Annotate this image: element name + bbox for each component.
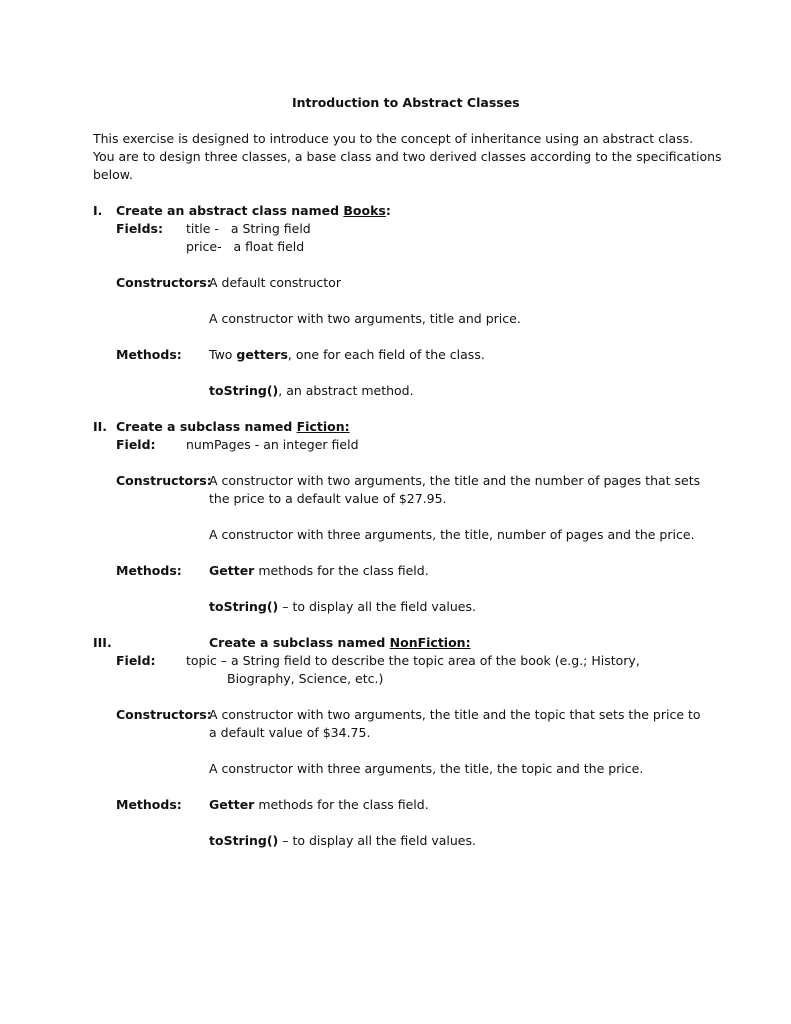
section3-constructors-label: Constructors: bbox=[116, 707, 212, 722]
section1-heading-prefix: Create an abstract class named bbox=[116, 203, 344, 218]
section3-method2-bold: toString() bbox=[209, 833, 279, 848]
section2-constructor-1-line-1: A constructor with two arguments, the title and the number of pages that sets bbox=[209, 473, 701, 488]
section2-class-name: Fiction: bbox=[296, 419, 350, 434]
section1-heading bbox=[116, 202, 391, 220]
section3-method2-suffix: – to display all the field values. bbox=[278, 833, 476, 848]
section2-heading bbox=[116, 418, 350, 436]
section3-constructor-1-line-2: a default value of $34.75. bbox=[209, 725, 371, 740]
section1-constructor-1: A default constructor bbox=[209, 275, 341, 290]
section2-field-numpages: numPages - an integer field bbox=[186, 437, 359, 452]
section2-method-2 bbox=[209, 598, 476, 616]
section3-constructor-2: A constructor with three arguments, the title, the topic and the price. bbox=[209, 761, 644, 776]
section3-numeral: III. bbox=[93, 635, 112, 650]
section2-field-label: Field: bbox=[116, 437, 156, 452]
section1-method2-bold: toString() bbox=[209, 383, 279, 398]
section2-method1-bold: Getter bbox=[209, 563, 255, 578]
section1-constructors-label: Constructors: bbox=[116, 275, 212, 290]
section3-field-label: Field: bbox=[116, 653, 156, 668]
section2-constructor-2: A constructor with three arguments, the title, number of pages and the price. bbox=[209, 527, 695, 542]
section3-method-1 bbox=[209, 796, 429, 814]
section1-field-title: title - a String field bbox=[186, 221, 311, 236]
section3-field-topic-line-2: Biography, Science, etc.) bbox=[227, 671, 384, 686]
section3-field-topic-line-1: topic – a String field to describe the topic area of the book (e.g.; History, bbox=[186, 653, 640, 668]
section1-field-price: price- a float field bbox=[186, 239, 305, 254]
section1-method1-suffix: , one for each field of the class. bbox=[287, 347, 485, 362]
section2-methods-label: Methods: bbox=[116, 563, 182, 578]
section1-methods-label: Methods: bbox=[116, 347, 182, 362]
intro-line-2: You are to design three classes, a base class and two derived classes according to the specifications bbox=[93, 149, 722, 164]
section1-method-1 bbox=[209, 346, 485, 364]
section2-method2-bold: toString() bbox=[209, 599, 279, 614]
section3-class-name: NonFiction: bbox=[389, 635, 471, 650]
section1-method1-bold: getters bbox=[236, 347, 288, 362]
section3-method1-suffix: methods for the class field. bbox=[254, 797, 429, 812]
section2-heading-prefix: Create a subclass named bbox=[116, 419, 297, 434]
section3-heading bbox=[209, 634, 471, 652]
intro-line-3: below. bbox=[93, 167, 133, 182]
section2-method-1 bbox=[209, 562, 429, 580]
section3-heading-prefix: Create a subclass named bbox=[209, 635, 390, 650]
section2-constructors-label: Constructors: bbox=[116, 473, 212, 488]
section3-method-2 bbox=[209, 832, 476, 850]
section1-class-name: Books bbox=[343, 203, 386, 218]
section3-method1-bold: Getter bbox=[209, 797, 255, 812]
section1-heading-suffix: : bbox=[385, 203, 391, 218]
section2-method1-suffix: methods for the class field. bbox=[254, 563, 429, 578]
section1-method-2 bbox=[209, 382, 414, 400]
section1-method2-suffix: , an abstract method. bbox=[278, 383, 414, 398]
page-title: Introduction to Abstract Classes bbox=[292, 95, 520, 110]
section1-method1-prefix: Two bbox=[209, 347, 237, 362]
section3-methods-label: Methods: bbox=[116, 797, 182, 812]
section1-fields-label: Fields: bbox=[116, 221, 163, 236]
section2-constructor-1-line-2: the price to a default value of $27.95. bbox=[209, 491, 447, 506]
intro-line-1: This exercise is designed to introduce you to the concept of inheritance using an abstract class. bbox=[93, 131, 694, 146]
section2-numeral: II. bbox=[93, 419, 108, 434]
section3-constructor-1-line-1: A constructor with two arguments, the title and the topic that sets the price to bbox=[209, 707, 701, 722]
section2-method2-suffix: – to display all the field values. bbox=[278, 599, 476, 614]
section1-constructor-2: A constructor with two arguments, title and price. bbox=[209, 311, 521, 326]
section1-numeral: I. bbox=[93, 203, 103, 218]
